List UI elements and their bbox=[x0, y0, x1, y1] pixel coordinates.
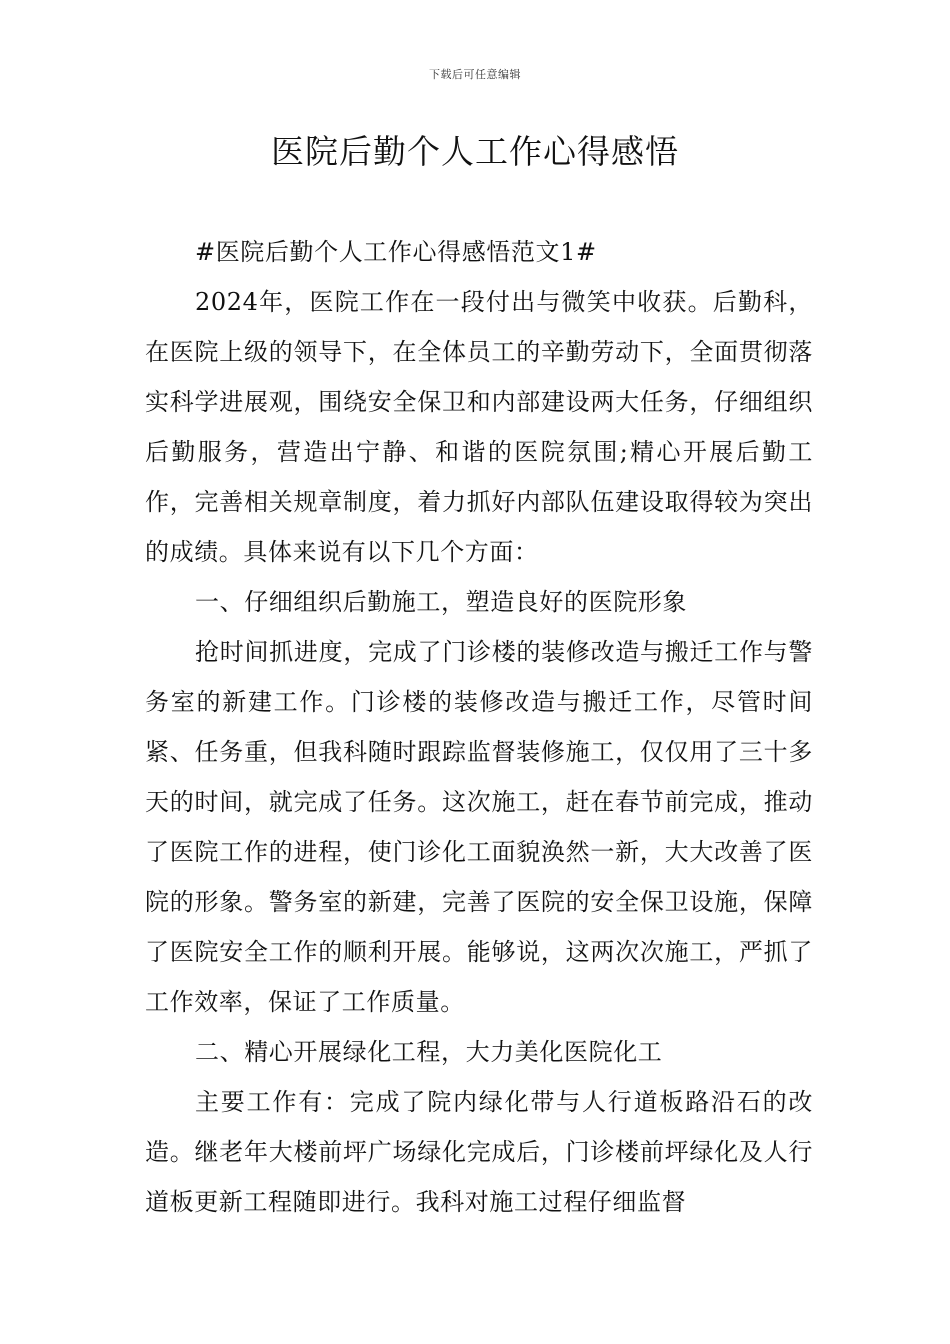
body-paragraph: 主要工作有：完成了院内绿化带与人行道板路沿石的改造。继老年大楼前坪广场绿化完成后，门诊楼前坪绿化及人行道板更新工程随即进行。我科对施工过程仔细监督 bbox=[145, 1088, 813, 1216]
section-heading-paragraph: 二、精心开展绿化工程，大力美化医院化工 bbox=[195, 1038, 663, 1066]
document-body bbox=[145, 227, 813, 1227]
section-heading-paragraph: #医院后勤个人工作心得感悟范文1# bbox=[195, 238, 597, 266]
body-paragraph: 抢时间抓进度，完成了门诊楼的装修改造与搬迁工作与警务室的新建工作。门诊楼的装修改造与搬迁工作，尽管时间紧、任务重，但我科随时跟踪监督装修施工，仅仅用了三十多天的时间，就完成了任务。这次施工，赶在春节前完成，推动了医院工作的进程，使门诊化工面貌涣然一新，大大改善了医院的形象。警务室的新建，完善了医院的安全保卫设施，保障了医院安全工作的顺利开展。能够说，这两次次施工，严抓了工作效率，保证了工作质量。 bbox=[145, 638, 813, 1016]
header-note: 下载后可任意编辑 bbox=[429, 68, 521, 81]
body-paragraph: 2024年，医院工作在一段付出与微笑中收获。后勤科，在医院上级的领导下，在全体员工的辛勤劳动下，全面贯彻落实科学进展观，围绕安全保卫和内部建设两大任务，仔细组织后勤服务，营造出宁静、和谐的医院氛围;精心开展后勤工作，完善相关规章制度，着力抓好内部队伍建设取得较为突出的成绩。具体来说有以下几个方面： bbox=[145, 288, 813, 566]
section-heading-paragraph: 一、仔细组织后勤施工，塑造良好的医院形象 bbox=[195, 588, 687, 616]
document-title: 医院后勤个人工作心得感悟 bbox=[271, 132, 679, 171]
